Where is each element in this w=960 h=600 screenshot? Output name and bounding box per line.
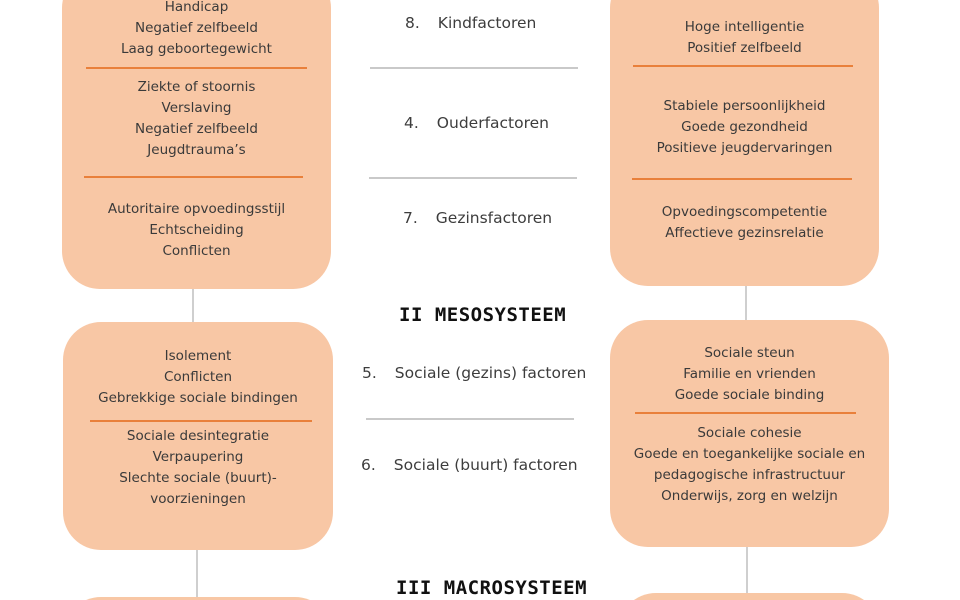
risk-item: Verpaupering bbox=[152, 449, 244, 465]
risk-item: Slechte sociale (buurt)- bbox=[119, 470, 277, 486]
factor-divider bbox=[366, 418, 574, 420]
group-separator bbox=[633, 65, 853, 67]
risk-group-parent bbox=[62, 77, 331, 161]
group-separator bbox=[632, 178, 852, 180]
protective-factors-box-meso bbox=[610, 320, 889, 547]
right-connector-1 bbox=[745, 286, 747, 320]
protective-item: Goede en toegankelijke sociale en bbox=[633, 446, 866, 462]
factor-divider bbox=[370, 67, 578, 69]
factor-family bbox=[403, 209, 552, 227]
risk-item: Jeugdtrauma’s bbox=[147, 142, 246, 158]
risk-group-family bbox=[62, 199, 331, 262]
protective-item: Stabiele persoonlijkheid bbox=[663, 98, 826, 114]
factor-label: Gezinsfactoren bbox=[435, 209, 553, 227]
protective-group-social-neighbourhood bbox=[610, 423, 889, 507]
risk-item: Conflicten bbox=[163, 369, 233, 385]
risk-group-social-family bbox=[63, 346, 333, 409]
protective-item: pedagogische infrastructuur bbox=[653, 467, 846, 483]
factor-label: Ouderfactoren bbox=[436, 114, 549, 132]
risk-item: Conflicten bbox=[162, 243, 231, 259]
left-connector-1 bbox=[192, 288, 194, 324]
factor-label: Kindfactoren bbox=[437, 14, 537, 32]
protective-item: Hoge intelligentie bbox=[684, 19, 805, 35]
protective-item: Onderwijs, zorg en welzijn bbox=[661, 488, 838, 504]
risk-item: Echtscheiding bbox=[149, 222, 244, 238]
factor-child bbox=[405, 14, 536, 32]
group-separator bbox=[84, 176, 303, 178]
factor-social-neighbourhood bbox=[361, 456, 578, 474]
protective-item: Sociale steun bbox=[704, 345, 795, 361]
group-separator bbox=[86, 67, 307, 69]
protective-item: Familie en vrienden bbox=[683, 366, 816, 382]
protective-item: Positief zelfbeeld bbox=[687, 40, 802, 56]
risk-item: Autoritaire opvoedingsstijl bbox=[107, 201, 286, 217]
protective-group-child bbox=[610, 17, 879, 59]
risk-group-social-neighbourhood bbox=[63, 426, 333, 510]
risk-item: Laag geboortegewicht bbox=[121, 41, 272, 57]
factor-number: 4. bbox=[404, 114, 419, 132]
factor-label: Sociale (gezins) factoren bbox=[394, 364, 587, 382]
left-connector-2 bbox=[196, 550, 198, 598]
factor-number: 6. bbox=[361, 456, 376, 474]
right-connector-2 bbox=[746, 546, 748, 598]
factor-number: 7. bbox=[403, 209, 418, 227]
protective-item: Opvoedingscompetentie bbox=[661, 204, 828, 220]
risk-group-child bbox=[62, 0, 331, 60]
protective-group-family bbox=[610, 202, 879, 244]
risk-item: voorzieningen bbox=[150, 491, 246, 507]
risk-item: Sociale desintegratie bbox=[126, 428, 270, 444]
factor-number: 8. bbox=[405, 14, 420, 32]
risk-item: Gebrekkige sociale bindingen bbox=[98, 390, 298, 406]
protective-group-parent bbox=[610, 96, 879, 159]
protective-factors-box-macro bbox=[618, 593, 880, 600]
protective-item: Goede sociale binding bbox=[674, 387, 825, 403]
protective-item: Goede gezondheid bbox=[681, 119, 808, 135]
risk-factors-box-micro bbox=[62, 0, 331, 289]
risk-item: Ziekte of stoornis bbox=[137, 79, 256, 95]
risk-item: Negatief zelfbeeld bbox=[134, 20, 259, 36]
risk-item: Negatief zelfbeeld bbox=[134, 121, 259, 137]
protective-group-social-family bbox=[610, 343, 889, 406]
risk-item: Isolement bbox=[164, 348, 232, 364]
section-heading-mesosysteem: II MESOSYSTEEM bbox=[399, 304, 567, 326]
risk-item: Handicap bbox=[164, 0, 229, 15]
protective-item: Positieve jeugdervaringen bbox=[656, 140, 833, 156]
factor-divider bbox=[369, 177, 577, 179]
section-heading-macrosysteem: III MACROSYSTEEM bbox=[396, 577, 588, 599]
protective-item: Sociale cohesie bbox=[697, 425, 802, 441]
factor-number: 5. bbox=[362, 364, 377, 382]
protective-item: Affectieve gezinsrelatie bbox=[665, 225, 824, 241]
factor-label: Sociale (buurt) factoren bbox=[393, 456, 578, 474]
factor-social-family bbox=[362, 364, 586, 382]
group-separator bbox=[635, 412, 856, 414]
factor-parent bbox=[404, 114, 549, 132]
risk-item: Verslaving bbox=[161, 100, 232, 116]
protective-factors-box-micro bbox=[610, 0, 879, 286]
group-separator bbox=[90, 420, 312, 422]
risk-factors-box-meso bbox=[63, 322, 333, 550]
